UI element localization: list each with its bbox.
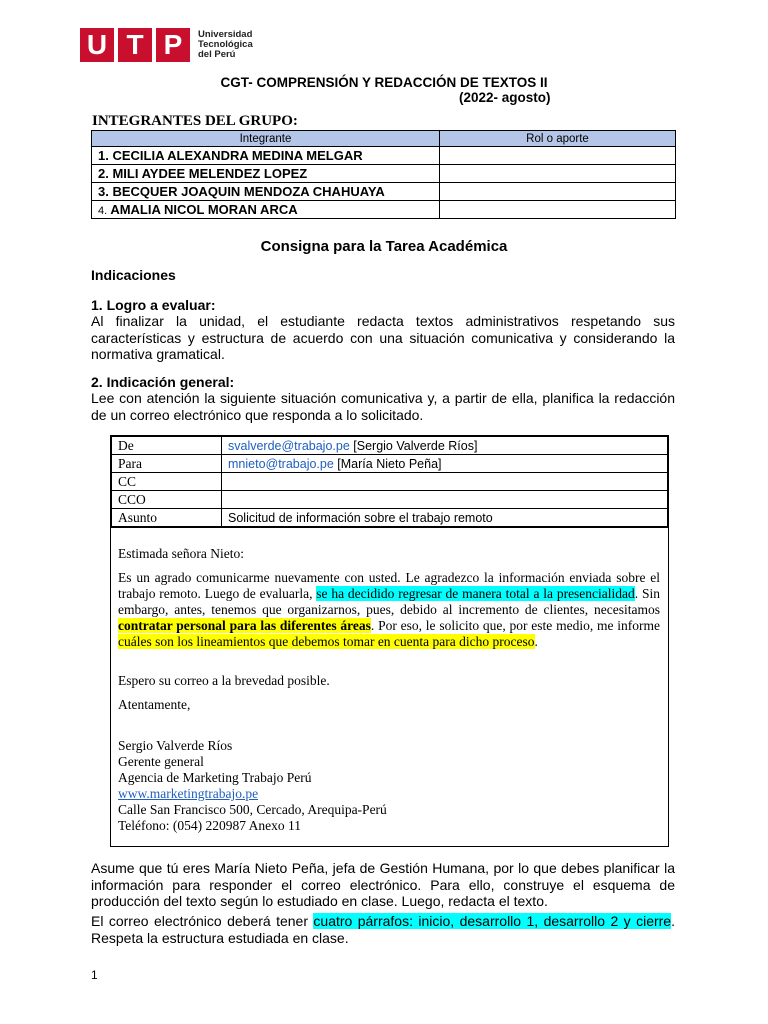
email-paragraph-1 bbox=[118, 570, 660, 650]
table-row bbox=[92, 183, 676, 201]
email-box bbox=[110, 435, 669, 847]
task-paragraph-1: Asume que tú eres María Nieto Peña, jefa de Gestión Humana, por lo que debes planificar la información para responder el correo electrónico. Para ello, construye el esquema de producción del texto según lo estudiado en clase. Luego, redacta el texto. bbox=[91, 860, 675, 909]
logo-letter-u: U bbox=[80, 28, 114, 62]
para-label: Para bbox=[112, 455, 222, 473]
task-p2-text-a: El correo electrónico deberá tener bbox=[91, 913, 314, 929]
email-row-cc bbox=[112, 473, 668, 491]
member-number: 3. bbox=[98, 184, 109, 199]
logo-letter-p: P bbox=[156, 28, 190, 62]
email-row-de bbox=[112, 437, 668, 455]
sig-role: Gerente general bbox=[118, 754, 204, 769]
indicaciones-heading: Indicaciones bbox=[91, 267, 176, 283]
table-row bbox=[92, 147, 676, 165]
logo-text-line1: Universidad bbox=[198, 29, 253, 40]
member-number: 2. bbox=[98, 166, 109, 181]
members-table bbox=[91, 130, 676, 219]
members-header-row bbox=[92, 131, 676, 147]
page-number: 1 bbox=[91, 968, 98, 982]
sig-web-link[interactable]: www.marketingtrabajo.pe bbox=[118, 786, 259, 801]
para-name: [María Nieto Peña] bbox=[337, 456, 442, 471]
member-cell bbox=[92, 183, 440, 201]
logo-text-line3: del Perú bbox=[198, 49, 236, 60]
email-greeting: Estimada señora Nieto: bbox=[118, 546, 244, 561]
task-p2-text-b: . Respeta la estructura estudiada en clase. bbox=[91, 913, 675, 946]
logro-heading: 1. Logro a evaluar: bbox=[91, 297, 216, 313]
member-number: 4. bbox=[98, 205, 108, 217]
table-row bbox=[92, 201, 676, 219]
logo-text bbox=[198, 30, 253, 60]
sig-address: Calle San Francisco 500, Cercado, Arequipa-Perú bbox=[118, 802, 387, 817]
p1-highlight-yellow-bold: contratar personal para las diferentes áreas bbox=[118, 618, 371, 633]
cco-value bbox=[222, 491, 668, 509]
sig-phone: Teléfono: (054) 220987 Anexo 11 bbox=[118, 818, 302, 833]
email-row-para bbox=[112, 455, 668, 473]
cco-label: CCO bbox=[112, 491, 222, 509]
consigna-heading: Consigna para la Tarea Académica bbox=[260, 238, 508, 255]
header-integrante: Integrante bbox=[92, 131, 440, 147]
logo-text-line2: Tecnológica bbox=[198, 39, 253, 50]
p1-text-b: . Sin embargo, antes, tenemos que organizarnos, pues, debido al incremento de clientes, necesitamos bbox=[118, 586, 660, 617]
course-title: CGT- COMPRENSIÓN Y REDACCIÓN DE TEXTOS II bbox=[220, 75, 548, 90]
task-p2-highlight: cuatro párrafos: inicio, desarrollo 1, desarrollo 2 y cierre bbox=[313, 913, 672, 929]
header-rol: Rol o aporte bbox=[440, 131, 676, 147]
asunto-label: Asunto bbox=[112, 509, 222, 528]
member-name: AMALIA NICOL MORAN ARCA bbox=[110, 202, 298, 217]
cc-value bbox=[222, 473, 668, 491]
para-value bbox=[222, 455, 668, 473]
de-label: De bbox=[112, 437, 222, 455]
task-paragraph-2 bbox=[91, 913, 675, 946]
role-cell bbox=[440, 165, 676, 183]
member-name: CECILIA ALEXANDRA MEDINA MELGAR bbox=[112, 148, 363, 163]
asunto-value: Solicitud de información sobre el trabajo remoto bbox=[222, 509, 668, 528]
role-cell bbox=[440, 183, 676, 201]
members-title: INTEGRANTES DEL GRUPO: bbox=[92, 113, 298, 129]
role-cell bbox=[440, 147, 676, 165]
p1-text-d: . bbox=[534, 634, 538, 649]
role-cell bbox=[440, 201, 676, 219]
cc-label: CC bbox=[112, 473, 222, 491]
p1-highlight-yellow: cuáles son los lineamientos que debemos tomar en cuenta para dicho proceso bbox=[118, 634, 535, 649]
email-row-cco bbox=[112, 491, 668, 509]
p1-text-c: . Por eso, le solicito que, por este medio, me informe bbox=[370, 618, 660, 633]
email-closing: Atentamente, bbox=[118, 697, 191, 712]
member-name: MILI AYDEE MELENDEZ LOPEZ bbox=[112, 166, 308, 181]
p1-text-a: Es un agrado comunicarme nuevamente con usted. Le agradezco la información enviada sobre el trabajo remoto. Luego de evaluarla, bbox=[118, 570, 660, 601]
de-value bbox=[222, 437, 668, 455]
member-cell bbox=[92, 165, 440, 183]
logo-letter-t: T bbox=[118, 28, 152, 62]
de-email: svalverde@trabajo.pe bbox=[228, 438, 350, 453]
para-email: mnieto@trabajo.pe bbox=[228, 456, 334, 471]
p1-highlight-cyan: se ha decidido regresar de manera total a la presencialidad bbox=[316, 586, 635, 601]
email-header-table bbox=[111, 436, 668, 528]
member-cell bbox=[92, 201, 440, 219]
general-text: Lee con atención la siguiente situación comunicativa y, a partir de ella, planifica la redacción de un correo electrónico que responda a lo solicitado. bbox=[91, 390, 675, 423]
table-row bbox=[92, 165, 676, 183]
utp-logo bbox=[80, 28, 253, 62]
member-number: 1. bbox=[98, 148, 109, 163]
member-cell bbox=[92, 147, 440, 165]
email-signature bbox=[118, 738, 660, 834]
email-row-asunto bbox=[112, 509, 668, 528]
member-name: BECQUER JOAQUIN MENDOZA CHAHUAYA bbox=[112, 184, 385, 199]
sig-name: Sergio Valverde Ríos bbox=[118, 738, 233, 753]
course-period: (2022- agosto) bbox=[459, 90, 551, 105]
sig-company: Agencia de Marketing Trabajo Perú bbox=[118, 770, 312, 785]
de-name: [Sergio Valverde Ríos] bbox=[353, 438, 478, 453]
email-paragraph-2: Espero su correo a la brevedad posible. bbox=[118, 673, 330, 688]
general-heading: 2. Indicación general: bbox=[91, 374, 235, 390]
logro-text: Al finalizar la unidad, el estudiante redacta textos administrativos respetando sus características y estructura de acuerdo con una situación comunicativa y considerando la normativa gramatical. bbox=[91, 313, 675, 362]
